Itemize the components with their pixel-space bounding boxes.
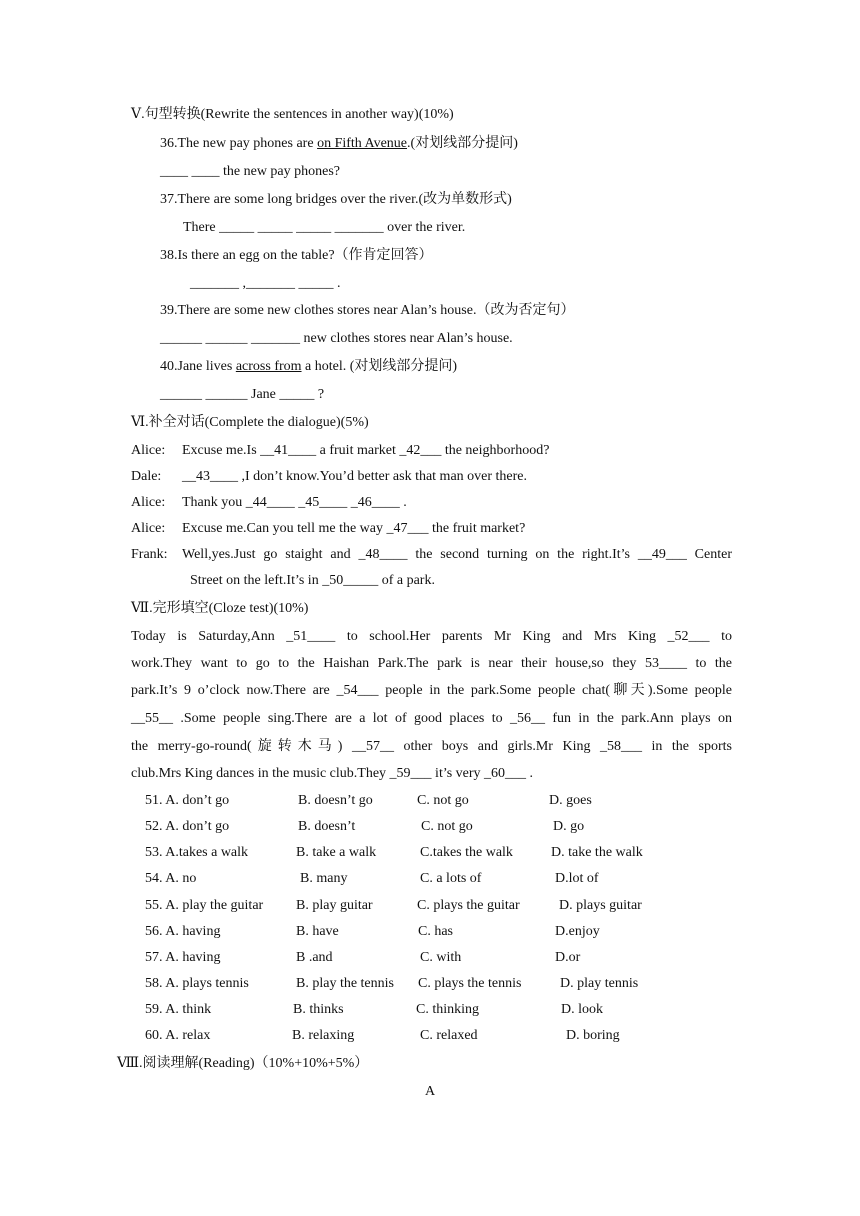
option-c: C. plays the guitar xyxy=(417,898,520,913)
option-c: C. a lots of xyxy=(420,871,482,886)
question-40-underlined: across from xyxy=(235,359,302,374)
dialogue-speaker: Dale: xyxy=(131,469,162,484)
dialogue-line: __43____ ,I don’t know.You’d better ask that man over there. xyxy=(182,469,528,484)
option-d: D. boring xyxy=(566,1028,620,1043)
dialogue-speaker: Alice: xyxy=(131,521,166,536)
question-38: 38.Is there an egg on the table?（作肯定回答） xyxy=(160,248,433,263)
question-36 xyxy=(160,135,518,153)
cloze-passage-line: the merry-go-round(旋转木马) __57__ other boys and girls.Mr King _58___ in the sports xyxy=(131,739,732,754)
option-a: 60. A. relax xyxy=(145,1028,211,1043)
option-b: B. play the tennis xyxy=(296,976,394,991)
option-d: D.lot of xyxy=(555,871,599,886)
option-b: B. have xyxy=(296,924,339,939)
dialogue-speaker: Alice: xyxy=(131,495,166,510)
option-c: C. with xyxy=(420,950,462,965)
option-a: 58. A. plays tennis xyxy=(145,976,249,991)
option-c: C. not go xyxy=(417,793,469,808)
option-b: B. doesn’t go xyxy=(298,793,373,808)
answer-39: ______ ______ _______ new clothes stores near Alan’s house. xyxy=(160,331,513,346)
option-a: 53. A.takes a walk xyxy=(145,845,249,860)
question-36-before: 36.The new pay phones are xyxy=(160,136,318,151)
option-a: 57. A. having xyxy=(145,950,221,965)
answer-40: ______ ______ Jane _____ ? xyxy=(160,387,325,402)
option-a: 55. A. play the guitar xyxy=(145,898,264,913)
section-heading-dialogue: Ⅵ.补全对话(Complete the dialogue)(5%) xyxy=(131,415,369,430)
option-d: D.or xyxy=(555,950,581,965)
option-b: B. doesn’t xyxy=(298,819,356,834)
cloze-passage-line: Today is Saturday,Ann _51____ to school.Her parents Mr King and Mrs King _52___ to xyxy=(131,629,732,644)
question-39: 39.There are some new clothes stores near Alan’s house.（改为否定句） xyxy=(160,303,575,318)
option-d: D. play tennis xyxy=(560,976,639,991)
option-a: 59. A. think xyxy=(145,1002,212,1017)
option-c: C.takes the walk xyxy=(420,845,513,860)
dialogue-speaker: Alice: xyxy=(131,443,166,458)
option-b: B. thinks xyxy=(293,1002,344,1017)
option-d: D. plays guitar xyxy=(559,898,642,913)
answer-37: There _____ _____ _____ _______ over the river. xyxy=(183,220,466,235)
cloze-passage-line: park.It’s 9 o’clock now.There are _54___ people in the park.Some people chat(聊天).Some people xyxy=(131,683,732,698)
dialogue-line: Well,yes.Just go staight and _48____ the second turning on the right.It’s __49___ Center xyxy=(182,547,732,562)
dialogue-line: Excuse me.Is __41____ a fruit market _42___ the neighborhood? xyxy=(182,443,550,458)
option-d: D. go xyxy=(553,819,585,834)
option-b: B .and xyxy=(296,950,333,965)
reading-part-label: A xyxy=(425,1084,436,1099)
question-40-after: a hotel. (对划线部分提问) xyxy=(301,359,458,374)
dialogue-line-continued: Street on the left.It’s in _50_____ of a park. xyxy=(190,573,435,588)
question-40-before: 40.Jane lives xyxy=(160,359,236,374)
question-40 xyxy=(160,358,457,376)
option-a: 51. A. don’t go xyxy=(145,793,230,808)
option-d: D.enjoy xyxy=(555,924,600,939)
option-b: B. many xyxy=(300,871,348,886)
section-heading-reading: Ⅷ.阅读理解(Reading)（10%+10%+5%） xyxy=(117,1056,369,1071)
section-heading-cloze: Ⅶ.完形填空(Cloze test)(10%) xyxy=(131,601,309,616)
option-d: D. take the walk xyxy=(551,845,643,860)
question-36-underlined: on Fifth Avenue xyxy=(317,136,408,151)
option-c: C. has xyxy=(418,924,453,939)
cloze-passage-line: __55__ .Some people sing.There are a lot of good places to _56__ fun in the park.Ann plays on xyxy=(131,711,732,726)
answer-36: ____ ____ the new pay phones? xyxy=(160,164,341,179)
option-a: 52. A. don’t go xyxy=(145,819,230,834)
option-d: D. look xyxy=(561,1002,603,1017)
option-a: 56. A. having xyxy=(145,924,221,939)
option-c: C. relaxed xyxy=(420,1028,478,1043)
option-a: 54. A. no xyxy=(145,871,197,886)
cloze-passage-line: club.Mrs King dances in the music club.They _59___ it’s very _60___ . xyxy=(131,766,534,781)
option-b: B. take a walk xyxy=(296,845,377,860)
option-c: C. thinking xyxy=(416,1002,480,1017)
cloze-passage-line: work.They want to go to the Haishan Park.The park is near their house,so they 53____ to the xyxy=(131,656,732,671)
option-b: B. relaxing xyxy=(292,1028,355,1043)
option-c: C. not go xyxy=(421,819,473,834)
answer-38: _______ ,_______ _____ . xyxy=(190,276,341,291)
option-d: D. goes xyxy=(549,793,592,808)
option-c: C. plays the tennis xyxy=(418,976,522,991)
section-heading-rewrite: Ⅴ.句型转换(Rewrite the sentences in another way)(10%) xyxy=(131,107,454,122)
option-b: B. play guitar xyxy=(296,898,373,913)
dialogue-speaker: Frank: xyxy=(131,547,168,562)
dialogue-line: Thank you _44____ _45____ _46____ . xyxy=(182,495,407,510)
question-36-after: .(对划线部分提问) xyxy=(407,136,518,151)
dialogue-line: Excuse me.Can you tell me the way _47___ the fruit market? xyxy=(182,521,526,536)
question-37: 37.There are some long bridges over the river.(改为单数形式) xyxy=(160,192,512,207)
